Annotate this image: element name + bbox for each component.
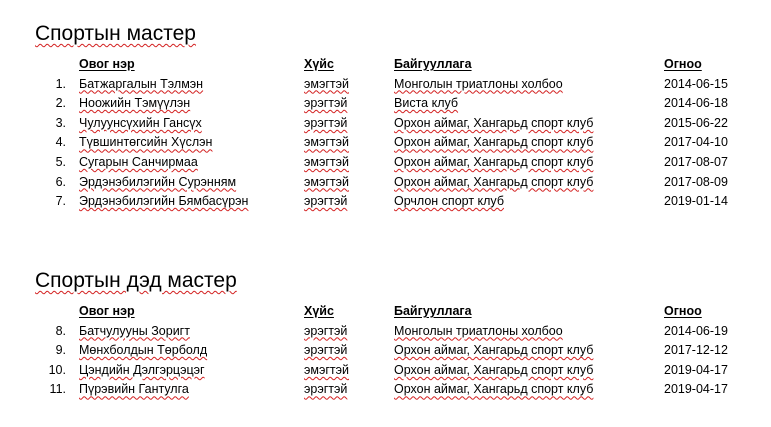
table-row xyxy=(0,361,771,381)
athlete-table xyxy=(0,55,771,212)
row-org: Орхон аймаг, Хангарьд спорт клуб xyxy=(394,382,594,397)
section-title: Спортын мастер xyxy=(35,22,196,45)
athlete-table xyxy=(0,302,771,400)
header-org: Байгууллага xyxy=(394,57,472,71)
row-org: Орхон аймаг, Хангарьд спорт клуб xyxy=(394,362,594,377)
row-gender: эмэгтэй xyxy=(304,362,349,377)
row-name: Түвшинтөгсийн Хүслэн xyxy=(79,135,213,150)
row-num: 2. xyxy=(55,96,66,111)
row-date: 2014-06-19 xyxy=(664,323,728,338)
table-header-row xyxy=(0,302,771,322)
row-date: 2017-12-12 xyxy=(664,343,728,358)
row-gender: эмэгтэй xyxy=(304,154,349,169)
header-gender: Хүйс xyxy=(304,57,334,71)
row-gender: эрэгтэй xyxy=(304,115,348,130)
table-header-row xyxy=(0,55,771,75)
row-name: Батчулууны Зоригт xyxy=(79,323,190,338)
row-date: 2014-06-15 xyxy=(664,76,728,91)
row-num: 1. xyxy=(55,76,66,91)
row-date: 2017-08-07 xyxy=(664,154,728,169)
row-name: Мөнхболдын Төрболд xyxy=(79,343,208,358)
header-date: Огноо xyxy=(664,304,702,318)
header-name: Овог нэр xyxy=(79,57,135,71)
row-gender: эмэгтэй xyxy=(304,76,349,91)
table-row xyxy=(0,192,771,212)
row-num: 11. xyxy=(49,382,66,397)
row-org: Монголын триатлоны холбоо xyxy=(394,323,563,338)
table-row xyxy=(0,153,771,173)
row-date: 2019-04-17 xyxy=(664,362,728,377)
row-gender: эмэгтэй xyxy=(304,135,349,150)
row-num: 7. xyxy=(55,194,66,209)
table-row xyxy=(0,380,771,400)
row-gender: эрэгтэй xyxy=(304,343,348,358)
header-date: Огноо xyxy=(664,57,702,71)
row-org: Орчлон спорт клуб xyxy=(394,194,504,209)
header-gender: Хүйс xyxy=(304,304,334,318)
header-org: Байгууллага xyxy=(394,304,472,318)
table-row xyxy=(0,94,771,114)
header-name: Овог нэр xyxy=(79,304,135,318)
row-num: 4. xyxy=(55,135,66,150)
row-org: Монголын триатлоны холбоо xyxy=(394,76,563,91)
row-org: Виста клуб xyxy=(394,96,459,111)
row-org: Орхон аймаг, Хангарьд спорт клуб xyxy=(394,343,594,358)
row-name: Чулуунсүхийн Гансүх xyxy=(79,115,202,130)
row-num: 8. xyxy=(55,323,66,338)
row-date: 2019-01-14 xyxy=(664,194,728,209)
row-name: Эрдэнэбилэгийн Бямбасүрэн xyxy=(79,194,249,209)
table-row xyxy=(0,173,771,193)
row-num: 9. xyxy=(55,343,66,358)
row-gender: эрэгтэй xyxy=(304,382,348,397)
row-name: Сугарын Санчирмаа xyxy=(79,154,198,169)
row-num: 6. xyxy=(55,174,66,189)
table-row xyxy=(0,133,771,153)
row-num: 5. xyxy=(55,154,66,169)
section-title: Спортын дэд мастер xyxy=(35,269,237,292)
row-num: 10. xyxy=(48,362,66,377)
row-date: 2019-04-17 xyxy=(664,382,728,397)
row-date: 2017-08-09 xyxy=(664,174,728,189)
row-gender: эрэгтэй xyxy=(304,194,348,209)
table-row xyxy=(0,341,771,361)
row-name: Пүрэвийн Гантулга xyxy=(79,382,189,397)
table-row xyxy=(0,114,771,134)
row-org: Орхон аймаг, Хангарьд спорт клуб xyxy=(394,115,594,130)
row-org: Орхон аймаг, Хангарьд спорт клуб xyxy=(394,135,594,150)
row-date: 2017-04-10 xyxy=(664,135,728,150)
row-org: Орхон аймаг, Хангарьд спорт клуб xyxy=(394,174,594,189)
row-date: 2014-06-18 xyxy=(664,96,728,111)
table-row xyxy=(0,322,771,342)
row-date: 2015-06-22 xyxy=(664,115,728,130)
row-name: Цэндийн Дэлгэрцэцэг xyxy=(79,362,205,377)
row-gender: эрэгтэй xyxy=(304,323,348,338)
table-row xyxy=(0,75,771,95)
row-num: 3. xyxy=(55,115,66,130)
row-name: Батжаргалын Тэлмэн xyxy=(79,76,204,91)
row-name: Ноожийн Тэмүүлэн xyxy=(79,96,191,111)
row-name: Эрдэнэбилэгийн Сурэнням xyxy=(79,174,237,189)
row-gender: эрэгтэй xyxy=(304,96,348,111)
row-org: Орхон аймаг, Хангарьд спорт клуб xyxy=(394,154,594,169)
row-gender: эмэгтэй xyxy=(304,174,349,189)
